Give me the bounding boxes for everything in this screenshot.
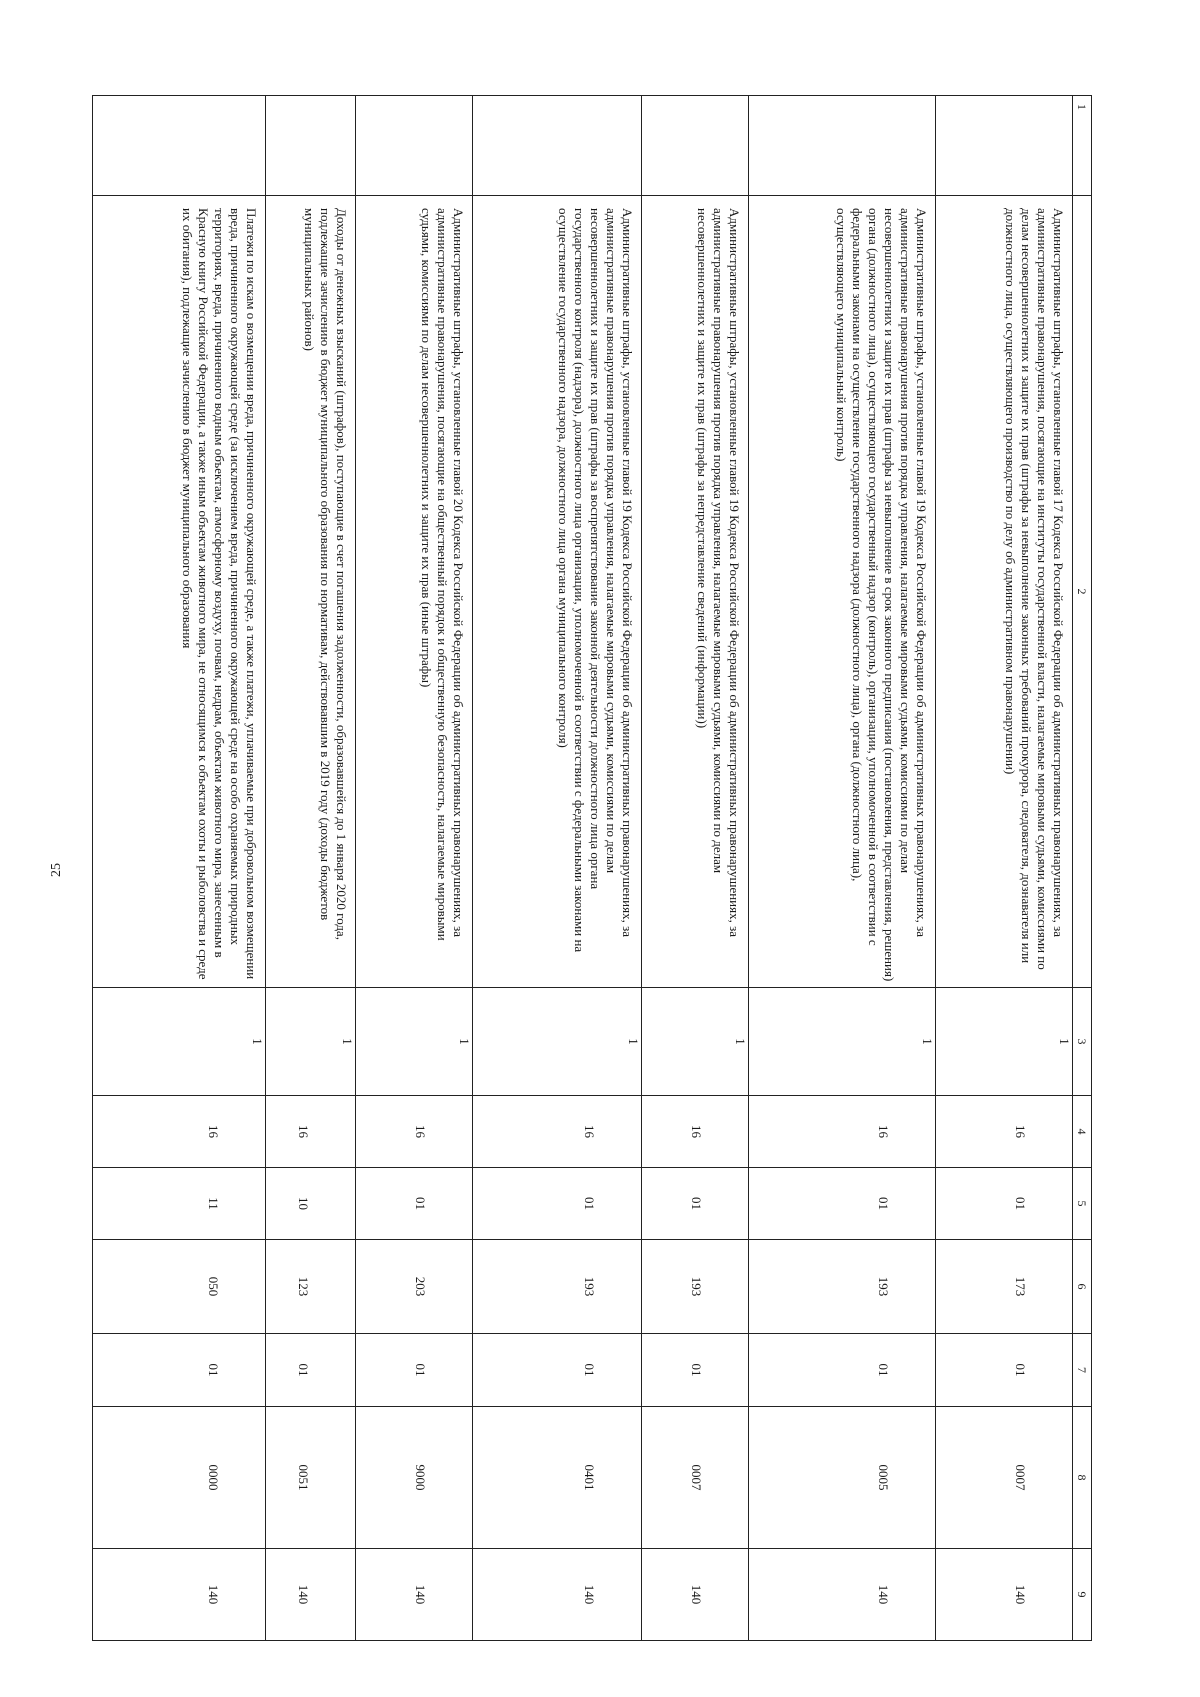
cell-col-9: 140 <box>265 1549 355 1641</box>
description-cell: Платежи по искам о возмещении вреда, причиненного окружающей среде, а также платежи, уплачиваемые при добровольном возмещении вреда, причиненного окружающей среде (за исключением вреда, причиненного окружающей среде на особо охраняемых природных территориях, вреда, причиненного водным объектам, атмосферному воздуху, почвам, недрам, объектам животного мира, занесенным в Красную книгу Российской Федерации, а также иным объектам животного мира, не относящимся к объектам охоты и рыболовства и среде их обитания), подлежащие зачислению в бюджет муниципального образования <box>93 196 266 988</box>
cell-col-7: 01 <box>473 1334 641 1407</box>
cell-col-7: 01 <box>641 1334 749 1407</box>
column-header-3: 3 <box>1073 988 1092 1096</box>
cell-col-4: 16 <box>93 1096 266 1168</box>
cell-col-7: 01 <box>355 1334 472 1407</box>
cell-col-5: 10 <box>265 1168 355 1240</box>
cell-col-8: 0007 <box>936 1407 1073 1549</box>
code-cell <box>473 96 641 196</box>
table-row <box>355 96 472 1641</box>
cell-col-8: 9000 <box>355 1407 472 1549</box>
cell-col-5: 11 <box>93 1168 266 1240</box>
table-row <box>473 96 641 1641</box>
cell-col-6: 193 <box>641 1240 749 1334</box>
cell-col-9: 140 <box>93 1549 266 1641</box>
cell-col-3: 1 <box>641 988 749 1096</box>
column-header-8: 8 <box>1073 1407 1092 1549</box>
cell-col-6: 050 <box>93 1240 266 1334</box>
code-cell <box>355 96 472 196</box>
cell-col-8: 0000 <box>93 1407 266 1549</box>
table-header <box>1073 96 1092 1641</box>
cell-col-7: 01 <box>93 1334 266 1407</box>
cell-col-4: 16 <box>265 1096 355 1168</box>
cell-col-9: 140 <box>641 1549 749 1641</box>
cell-col-4: 16 <box>936 1096 1073 1168</box>
code-cell <box>936 96 1073 196</box>
cell-col-4: 16 <box>473 1096 641 1168</box>
header-row <box>1073 96 1092 1641</box>
description-cell: Административные штрафы, установленные главой 19 Кодекса Российской Федерации об административных правонарушениях, за административные правонарушения против порядка управления, налагаемые мировыми судьями, комиссиями по делам несовершеннолетних и защите их прав (штрафы за непредставление сведений (информации)) <box>641 196 749 988</box>
column-header-9: 9 <box>1073 1549 1092 1641</box>
column-header-1: 1 <box>1073 96 1092 196</box>
cell-col-3: 1 <box>93 988 266 1096</box>
column-header-2: 2 <box>1073 196 1092 988</box>
cell-col-3: 1 <box>936 988 1073 1096</box>
cell-col-9: 140 <box>749 1549 936 1641</box>
cell-col-5: 01 <box>641 1168 749 1240</box>
cell-col-8: 0007 <box>641 1407 749 1549</box>
column-header-6: 6 <box>1073 1240 1092 1334</box>
code-cell <box>265 96 355 196</box>
cell-col-6: 193 <box>473 1240 641 1334</box>
column-header-4: 4 <box>1073 1096 1092 1168</box>
description-cell: Административные штрафы, установленные главой 19 Кодекса Российской Федерации об административных правонарушениях, за административные правонарушения против порядка управления, налагаемые мировыми судьями, комиссиями по делам несовершеннолетних и защите их прав (штрафы за невыполнение в срок законного предписания (постановления, представления, решения) органа (должностного лица), осуществляющего государственный надзор (контроль), организации, уполномоченной в соответствии с федеральными законами на осуществление государственного надзора (должностного лица), органа (должностного лица), осуществляющего муниципальный контроль) <box>749 196 936 988</box>
table-row <box>265 96 355 1641</box>
cell-col-6: 173 <box>936 1240 1073 1334</box>
cell-col-7: 01 <box>749 1334 936 1407</box>
cell-col-3: 1 <box>355 988 472 1096</box>
budget-table-container <box>92 95 1092 1640</box>
description-cell: Доходы от денежных взысканий (штрафов), поступающие в счет погашения задолженности, образовавшейся до 1 января 2020 года, подлежащие зачислению в бюджет муниципального образования по нормативам, действовавшим в 2019 году (доходы бюджетов муниципальных районов) <box>265 196 355 988</box>
cell-col-4: 16 <box>749 1096 936 1168</box>
cell-col-3: 1 <box>265 988 355 1096</box>
cell-col-6: 193 <box>749 1240 936 1334</box>
table-row <box>936 96 1073 1641</box>
cell-col-7: 01 <box>936 1334 1073 1407</box>
cell-col-4: 16 <box>641 1096 749 1168</box>
cell-col-8: 0005 <box>749 1407 936 1549</box>
cell-col-5: 01 <box>936 1168 1073 1240</box>
budget-classification-table <box>92 95 1092 1641</box>
cell-col-8: 0051 <box>265 1407 355 1549</box>
description-cell: Административные штрафы, установленные главой 20 Кодекса Российской Федерации об административных правонарушениях, за административные правонарушения, посягающие на общественный порядок и общественную безопасность, налагаемые мировыми судьями, комиссиями по делам несовершеннолетних и защите их прав (иные штрафы) <box>355 196 472 988</box>
table-row <box>749 96 936 1641</box>
page-number: 25 <box>49 863 64 877</box>
description-cell: Административные штрафы, установленные главой 19 Кодекса Российской Федерации об административных правонарушениях, за административные правонарушения против порядка управления, налагаемые мировыми судьями, комиссиями по делам несовершеннолетних и защите их прав (штрафы за воспрепятствование законной деятельности должностного лица органа государственного контроля (надзора), должностного лица организации, уполномоченной в соответствии с федеральными законами на осуществление государственного надзора, должностного лица органа муниципального контроля) <box>473 196 641 988</box>
cell-col-5: 01 <box>749 1168 936 1240</box>
cell-col-5: 01 <box>473 1168 641 1240</box>
code-cell <box>641 96 749 196</box>
cell-col-3: 1 <box>749 988 936 1096</box>
cell-col-6: 123 <box>265 1240 355 1334</box>
description-cell: Административные штрафы, установленные главой 17 Кодекса Российской Федерации об административных правонарушениях, за административные правонарушения, посягающие на институты государственной власти, налагаемые мировыми судьями, комиссиями по делам несовершеннолетних и защите их прав (штрафы за невыполнение законных требований прокурора, следователя, дознавателя или должностного лица, осуществляющего производство по делу об административном правонарушении) <box>936 196 1073 988</box>
column-header-5: 5 <box>1073 1168 1092 1240</box>
cell-col-6: 203 <box>355 1240 472 1334</box>
code-cell <box>749 96 936 196</box>
table-row <box>641 96 749 1641</box>
cell-col-9: 140 <box>473 1549 641 1641</box>
cell-col-4: 16 <box>355 1096 472 1168</box>
code-cell <box>93 96 266 196</box>
table-body <box>93 96 1073 1641</box>
table-row <box>93 96 266 1641</box>
cell-col-3: 1 <box>473 988 641 1096</box>
cell-col-9: 140 <box>355 1549 472 1641</box>
cell-col-8: 0401 <box>473 1407 641 1549</box>
column-header-7: 7 <box>1073 1334 1092 1407</box>
cell-col-7: 01 <box>265 1334 355 1407</box>
cell-col-5: 01 <box>355 1168 472 1240</box>
cell-col-9: 140 <box>936 1549 1073 1641</box>
